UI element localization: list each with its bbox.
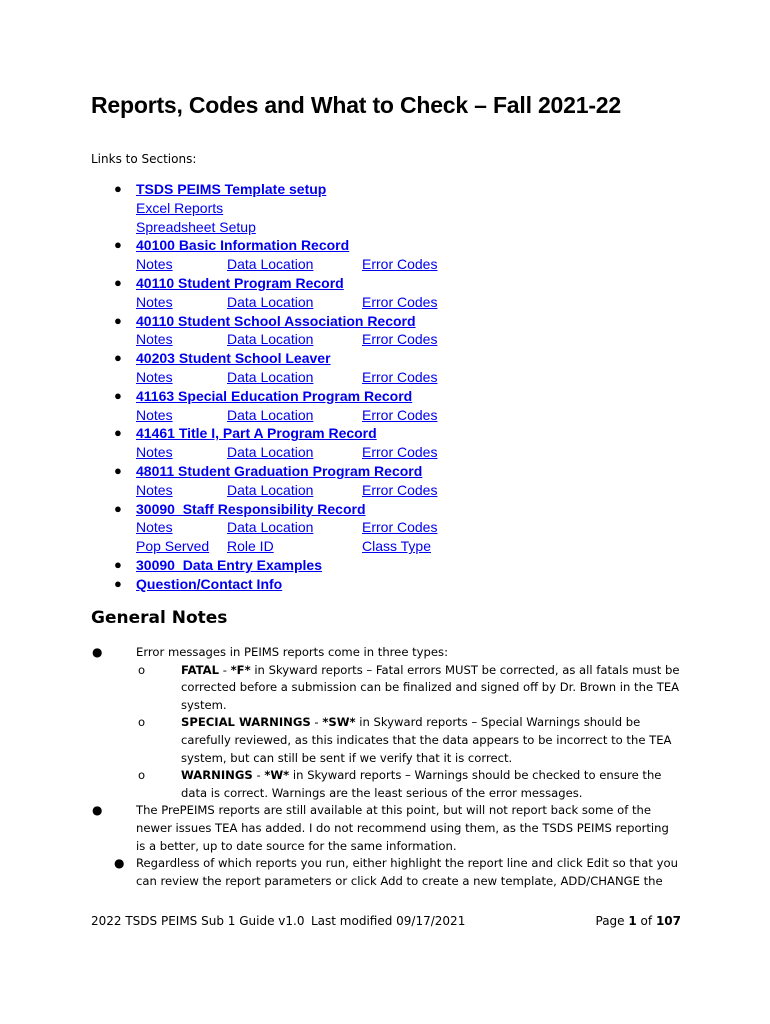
toc-link-error-codes[interactable]: Error Codes [362, 331, 438, 348]
bullet-icon: ● [114, 387, 122, 403]
section-heading-general-notes: General Notes [91, 608, 228, 628]
toc-link-30090-examples[interactable]: 30090 Data Entry Examples [136, 556, 322, 573]
toc-item [0, 575, 770, 594]
toc-item [0, 500, 770, 556]
toc-link-data-location[interactable]: Data Location [227, 331, 314, 348]
toc-subrow [0, 330, 770, 349]
toc-link-notes[interactable]: Notes [136, 331, 173, 348]
links-label: Links to Sections: [91, 152, 197, 166]
toc-item [0, 424, 770, 462]
table-of-contents [0, 180, 770, 594]
toc-link-data-location[interactable]: Data Location [227, 368, 314, 385]
toc-link-data-location[interactable]: Data Location [227, 481, 314, 498]
footer-guide-name: 2022 TSDS PEIMS Sub 1 Guide v1.0 [91, 914, 305, 928]
footer-page-number: Page 1 of 107 [595, 914, 681, 928]
bullet-icon: ● [114, 462, 122, 478]
bullet-icon: ● [92, 645, 103, 659]
bullet-icon: ● [114, 274, 122, 290]
toc-link-template-setup[interactable]: TSDS PEIMS Template setup [136, 181, 327, 197]
circle-bullet-icon: o [138, 662, 146, 677]
toc-link-contact-info[interactable]: Question/Contact Info [136, 575, 283, 592]
toc-link-40110-association[interactable]: 40110 Student School Association Record [136, 312, 416, 329]
page-title: Reports, Codes and What to Check – Fall 2021-22 [91, 92, 621, 118]
note-item [92, 644, 681, 802]
toc-link-40100[interactable]: 40100 Basic Information Record [136, 237, 350, 254]
toc-subrow [0, 518, 770, 537]
toc-link-notes[interactable]: Notes [136, 481, 173, 498]
toc-subrow [0, 368, 770, 387]
toc-subrow [0, 199, 770, 218]
toc-link-notes[interactable]: Notes [136, 256, 173, 273]
note-item [92, 802, 681, 855]
bullet-icon: ● [114, 350, 122, 366]
toc-item [0, 236, 770, 274]
toc-link-class-type[interactable]: Class Type [362, 538, 431, 555]
toc-link-pop-served[interactable]: Pop Served [136, 538, 210, 555]
bullet-icon: ● [114, 556, 122, 572]
toc-subrow [0, 218, 770, 237]
toc-link-error-codes[interactable]: Error Codes [362, 481, 438, 498]
error-type-text: in Skyward reports – Fatal errors MUST be corrected, as all fatals must be corrected before a submission can be finalized and signed off by Dr. Brown in the TEA system. [181, 662, 680, 712]
toc-link-data-location[interactable]: Data Location [227, 444, 314, 461]
note-text: Error messages in PEIMS reports come in three types: [136, 645, 448, 659]
toc-item [0, 180, 770, 236]
bullet-icon: ● [114, 312, 122, 328]
toc-subrow [0, 537, 770, 556]
error-type-code: *F* [230, 662, 251, 677]
page-footer [91, 914, 681, 932]
toc-link-notes[interactable]: Notes [136, 293, 173, 310]
error-type-label: SPECIAL WARNINGS [181, 715, 311, 730]
toc-link-41461[interactable]: 41461 Title I, Part A Program Record [136, 425, 377, 442]
toc-link-error-codes[interactable]: Error Codes [362, 444, 438, 461]
toc-link-data-location[interactable]: Data Location [227, 406, 314, 423]
bullet-icon: ● [114, 575, 122, 591]
toc-subrow [0, 443, 770, 462]
toc-link-notes[interactable]: Notes [136, 519, 173, 536]
note-text: The PrePEIMS reports are still available at this point, but will not report back some of the newer issues TEA has added. I do not recommend using them, as the TSDS PEIMS reporting is a better, up to date source for the same information. [136, 803, 669, 853]
toc-link-data-location[interactable]: Data Location [227, 256, 314, 273]
error-type-code: *W* [264, 768, 290, 783]
footer-last-modified: Last modified 09/17/2021 [311, 914, 466, 928]
toc-link-error-codes[interactable]: Error Codes [362, 256, 438, 273]
circle-bullet-icon: o [138, 768, 146, 783]
toc-link-excel-reports[interactable]: Excel Reports [136, 199, 224, 216]
toc-link-error-codes[interactable]: Error Codes [362, 406, 438, 423]
toc-item [0, 462, 770, 500]
bullet-icon: ● [114, 856, 125, 871]
toc-item [0, 349, 770, 387]
note-text: Regardless of which reports you run, either highlight the report line and click Edit so that you can review the report parameters or click Add to create a new template, ADD/CHANGE the [136, 856, 678, 888]
toc-subrow [0, 255, 770, 274]
toc-subrow [0, 481, 770, 500]
toc-item [0, 274, 770, 312]
toc-item [0, 556, 770, 575]
bullet-icon: ● [114, 425, 122, 441]
bullet-icon: ● [114, 500, 122, 516]
error-type-text: in Skyward reports – Warnings should be checked to ensure the data is correct. Warnings are the least serious of the error messages. [181, 768, 662, 800]
note-item [114, 855, 681, 890]
subnote-item: o SPECIAL WARNINGS - *SW* in Skyward reports – Special Warnings should be carefully reviewed, as this indicates that the data appears to be incorrect to the TEA system, but can still be sent if we verify that it is correct. [138, 715, 672, 765]
toc-item [0, 312, 770, 350]
toc-link-notes[interactable]: Notes [136, 444, 173, 461]
bullet-icon: ● [114, 237, 122, 253]
toc-subrow [0, 293, 770, 312]
toc-link-data-location[interactable]: Data Location [227, 519, 314, 536]
circle-bullet-icon: o [138, 715, 146, 730]
general-notes [0, 644, 770, 890]
toc-link-40110-program[interactable]: 40110 Student Program Record [136, 274, 344, 291]
error-type-text: in Skyward reports – Special Warnings should be carefully reviewed, as this indicates that the data appears to be incorrect to the TEA system, but can still be sent if we verify that it is correct. [181, 715, 672, 765]
toc-item [0, 387, 770, 425]
toc-link-spreadsheet-setup[interactable]: Spreadsheet Setup [136, 218, 256, 235]
toc-link-41163[interactable]: 41163 Special Education Program Record [136, 387, 413, 404]
toc-link-48011[interactable]: 48011 Student Graduation Program Record [136, 462, 423, 479]
subnote-item: o WARNINGS - *W* in Skyward reports – Warnings should be checked to ensure the data is correct. Warnings are the least serious of the error messages. [138, 768, 662, 800]
toc-link-40203[interactable]: 40203 Student School Leaver [136, 350, 331, 367]
toc-link-notes[interactable]: Notes [136, 368, 173, 385]
toc-link-data-location[interactable]: Data Location [227, 293, 314, 310]
toc-link-30090-staff[interactable]: 30090 Staff Responsibility Record [136, 500, 366, 517]
toc-link-error-codes[interactable]: Error Codes [362, 293, 438, 310]
error-type-label: FATAL [181, 662, 220, 677]
subnote-item: o FATAL - *F* in Skyward reports – Fatal errors MUST be corrected, as all fatals must be corrected before a submission can be finalized and signed off by Dr. Brown in the TEA system. [138, 662, 680, 712]
error-type-label: WARNINGS [181, 768, 253, 783]
toc-link-notes[interactable]: Notes [136, 406, 173, 423]
toc-link-error-codes[interactable]: Error Codes [362, 519, 438, 536]
toc-subrow [0, 406, 770, 425]
bullet-icon: ● [114, 181, 122, 196]
toc-link-error-codes[interactable]: Error Codes [362, 368, 438, 385]
bullet-icon: ● [92, 803, 103, 818]
toc-link-role-id[interactable]: Role ID [227, 538, 274, 555]
error-type-code: *SW* [322, 715, 356, 730]
